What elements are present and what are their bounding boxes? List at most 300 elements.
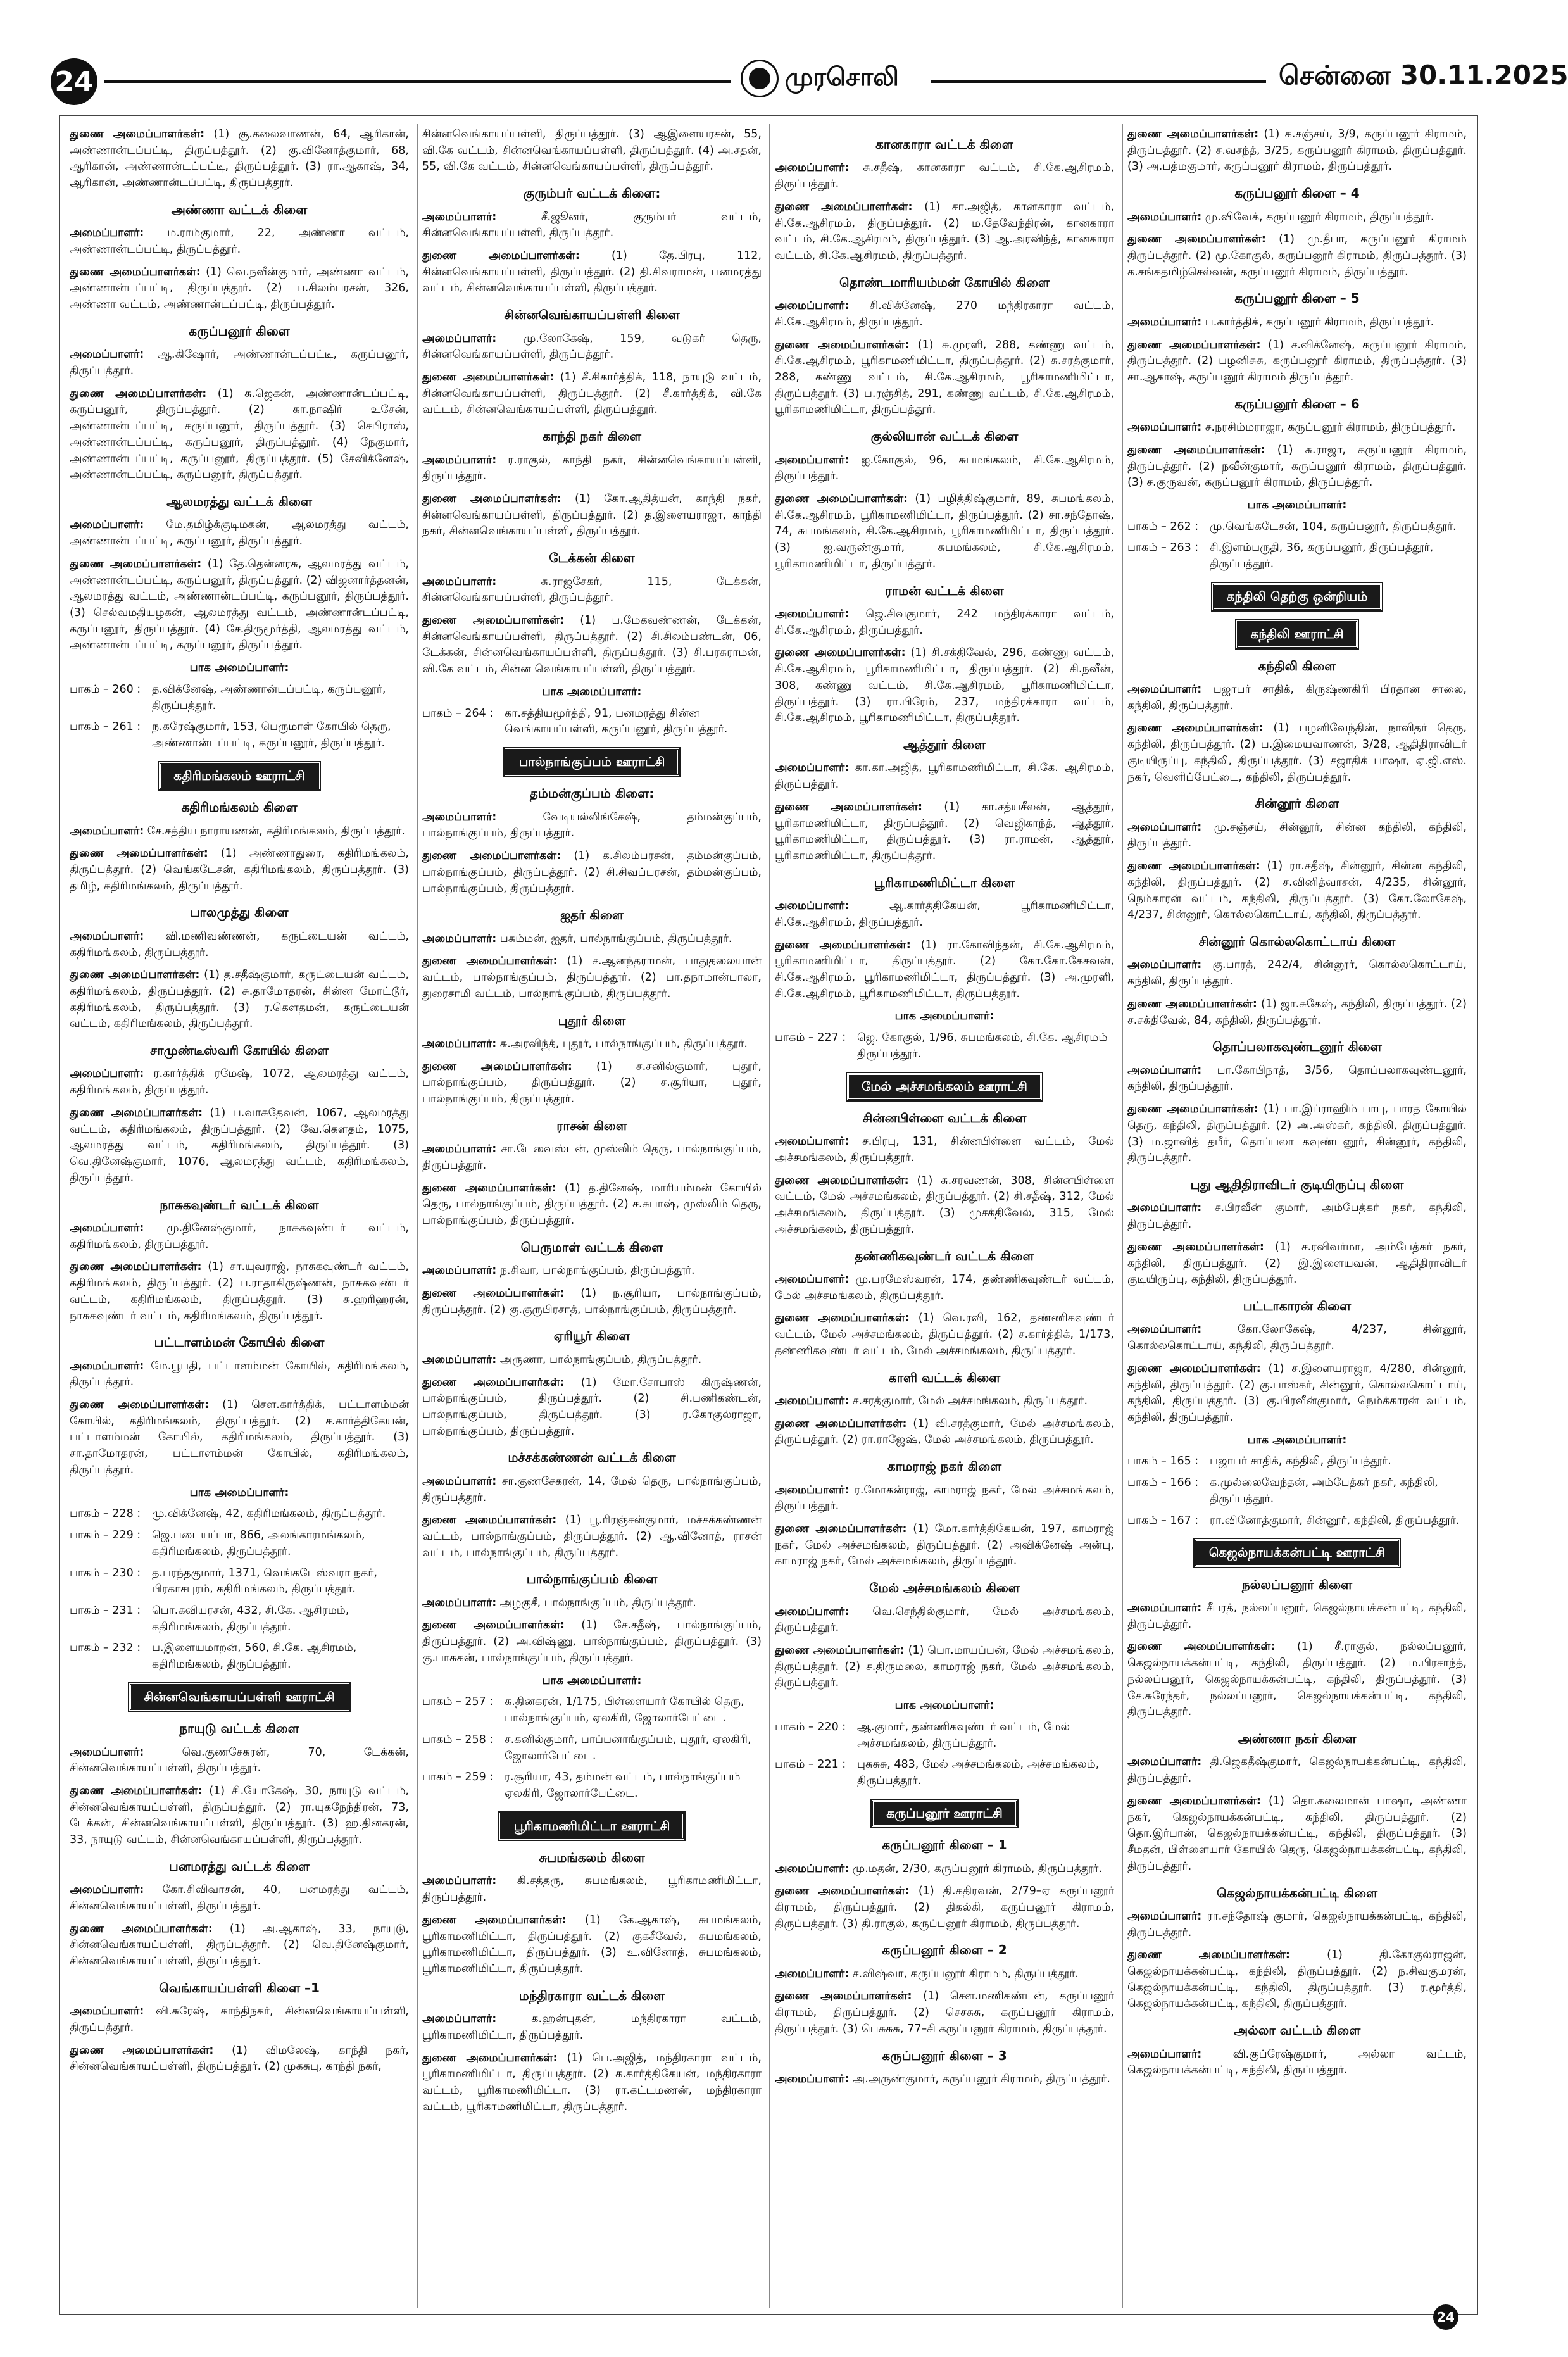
role-label: துணை அமைப்பாளர்கள்:	[1127, 1240, 1264, 1254]
column-2	[422, 127, 762, 2304]
organiser-entry	[422, 248, 762, 297]
role-label: துணை அமைப்பாளர்கள்:	[1127, 860, 1260, 873]
organiser-details: (1) அண்ணாதுரை, கதிரிமங்கலம், திருப்பத்தூர். (2) வெங்கடேசன், கதிரிமங்கலம், திருப்பத்தூர். (3) தமிழ், கதிரிமங்கலம், திருப்பத்தூர்.	[70, 847, 409, 893]
organiser-entry	[70, 929, 409, 961]
organiser-entry	[775, 938, 1114, 1003]
organiser-entry	[775, 337, 1114, 419]
organiser-details: வி.மணிவண்ணன், கருட்டையன் வட்டம், கதிரிமங்கலம், திருப்பத்தூர்.	[70, 929, 409, 959]
organiser-details: அழகுசீ, பால்நாங்குப்பம், திருப்பத்தூர்.	[496, 1596, 696, 1609]
role-label: துணை அமைப்பாளர்கள்:	[70, 128, 205, 141]
organiser-details: மு.பரமேஸ்வரன், 174, தண்ணிகவுண்டர் வட்டம், மேல் அச்சமங்கலம், திருப்பத்தூர்.	[775, 1273, 1114, 1302]
organiser-details: (1) ந.சூரியா, பால்நாங்குப்பம், திருப்பத்தூர். (2) கு.குருபிரசாத், பால்நாங்குப்பம், திருப்பத்தூர்.	[422, 1286, 762, 1316]
organiser-details: வி.குப்ரேஷ்குமார், அல்லா வட்டம், கெஜல்நாயக்கன்பட்டி, கந்திலி, திருப்பத்தூர்.	[1127, 2047, 1467, 2077]
organiser-entry	[1127, 682, 1467, 714]
branch-heading: ராசன் கிளை	[556, 1117, 627, 1133]
organiser-entry	[1127, 210, 1467, 226]
role-label: அமைப்பாளர்:	[70, 824, 144, 838]
organiser-entry	[422, 810, 762, 842]
branch-heading: சின்னவெங்காயப்பள்ளி கிளை	[504, 307, 680, 323]
role-label: துணை அமைப்பாளர்கள்:	[422, 1913, 567, 1926]
role-label: அமைப்பாளர்:	[775, 607, 850, 620]
organiser-details: (1) சு.ஜெகன், அண்ணான்டப்பட்டி, கருப்பனூர், திருப்பத்தூர். (2) கா.நாஷிர் உசேன், அண்ணான்டப்பட்டி, கருப்பனூர், திருப்பத்தூர். (3) செபிராஸ், அண்ணான்டப்பட்டி, கருப்பனூர், திருப்பத்தூர். (4) நேகுமார், அண்ணான்டப்பட்டி, கருப்பனூர், திருப்பத்தூர். (5) சேவிக்னேஷ், அண்ணான்டப்பட்டி, கருப்பனூர், திருப்பத்தூர்.	[70, 387, 409, 482]
masthead-rule-right	[931, 80, 1266, 83]
organiser-details: ஆ.கிஷோர், அண்ணான்டப்பட்டி, கருப்பனூர், திருப்பத்தூர்.	[70, 348, 409, 377]
branch-heading: கருப்பனூர் கிளை – 1	[882, 1837, 1007, 1853]
branch-heading: அல்லா வட்டம் கிளை	[1233, 2023, 1361, 2039]
organiser-details: சா.குணசேகரன், 14, மேல் தெரு, பால்நாங்குப்பம், திருப்பத்தூர்.	[422, 1474, 762, 1504]
panchayat-banner: கந்திலி ஊராட்சி	[1236, 620, 1358, 648]
organiser-details: ஐ.கோகுல், 96, சுபமங்கலம், சி.கே.ஆசிரமம், திருப்பத்தூர்.	[775, 453, 1114, 483]
organiser-entry	[70, 1921, 409, 1970]
organiser-details: (1) கே.ஆகாஷ், சுபமங்கலம், பூரிகாமணிமிட்டா, திருப்பத்தூர். (2) குகசீவேல், சுபமங்கலம், பூரிகாமணிமிட்டா, திருப்பத்தூர். (3) உ.வினோத், சுபமங்கலம், பூரிகாமணிமிட்டா, திருப்பத்தூர்.	[422, 1913, 762, 1976]
booth-number: பாகம் – 165 :	[1127, 1455, 1199, 1468]
organiser-entry	[1127, 1754, 1467, 1787]
role-label: அமைப்பாளர்:	[422, 1353, 497, 1366]
organiser-details: பசும்மன், ஐதர், பால்நாங்குப்பம், திருப்பத்தூர்.	[496, 932, 732, 945]
organiser-details: (1) சு.ராஜா, கருப்பனூர் கிராமம், திருப்பத்தூர். (2) நவீன்குமார், கருப்பனூர் கிராமம், திருப்பத்தூர். (3) ச.குருவன், கருப்பனூர் கிராமம், திருப்பத்தூர்.	[1127, 443, 1467, 489]
role-label: அமைப்பாளர்:	[422, 210, 497, 223]
organiser-details: (1) வி.சரத்குமார், மேல் அச்சமங்கலம், திருப்பத்தூர். (2) ரா.ராஜேஷ், மேல் அச்சமங்கலம், திருப்பத்தூர்.	[775, 1417, 1114, 1447]
organiser-details: (1) பெ.அஜித், மந்திரகாரா வட்டம், பூரிகாமணிமிட்டா, திருப்பத்தூர். (2) க.கார்த்திகேயன், மந்திரகாரா வட்டம், பூரிகாமணிமிட்டா. (3) ரா.கட்டமணன், மந்திரகாரா வட்டம், பூரிகாமணிமிட்டா, திருப்பத்தூர்.	[422, 2051, 762, 2113]
organiser-entry	[1127, 127, 1467, 175]
booth-organiser-details: கா.சத்தியமூர்த்தி, 91, பனமரத்து சின்ன வெங்காயப்பள்ளி, கருப்பனூர், திருப்பத்தூர்.	[505, 707, 728, 736]
booth-number: பாகம் – 262 :	[1127, 520, 1199, 533]
booth-number: பாகம் – 166 :	[1127, 1476, 1199, 1490]
page-number-badge: 24	[51, 58, 97, 105]
branch-heading: மந்திரகாரா வட்டக் கிளை	[518, 1987, 665, 2003]
role-label: துணை அமைப்பாளர்கள்:	[422, 1619, 565, 1632]
role-label: துணை அமைப்பாளர்கள்:	[775, 1522, 907, 1535]
organiser-entry	[1127, 1200, 1467, 1233]
booth-organiser-details: புசுசுசு, 483, மேல் அச்சமங்கலம், அச்சமங்கலம், திருப்பத்தூர்.	[857, 1758, 1100, 1787]
role-label: துணை அமைப்பாளர்கள்:	[422, 1286, 565, 1300]
organiser-details: ச.விஷ்வா, கருப்பனூர் கிராமம், திருப்பத்தூர்.	[849, 1967, 1079, 1980]
role-label: அமைப்பாளர்:	[775, 1967, 850, 1980]
organiser-entry	[70, 517, 409, 550]
organiser-entry	[1127, 957, 1467, 990]
column-divider	[417, 124, 418, 2308]
organiser-details: (1) சி.யோகேஷ், 30, நாயுடு வட்டம், சின்னவெங்காயப்பள்ளி, திருப்பத்தூர். (2) ரா.யுகநேந்திரன், 73, டேக்கன், சின்னவெங்காயப்பள்ளி, திருப்பத்தூர். (3) ஹ.தினகரன், 33, நாயுடு வட்டம், சின்னவெங்காயப்பள்ளி, திருப்பத்தூர்.	[70, 1785, 409, 1847]
organiser-entry	[775, 1883, 1114, 1932]
booth-entry	[1127, 540, 1467, 572]
booth-organiser-details: ப.இளையமாறன், 560, சி.கே. ஆசிரமம், கதிரிமங்கலம், திருப்பத்தூர்.	[152, 1642, 357, 1671]
organiser-entry	[775, 1393, 1114, 1410]
branch-heading: நாயுடு வட்டக் கிளை	[179, 1721, 299, 1737]
role-label: துணை அமைப்பாளர்கள்:	[1127, 1362, 1261, 1375]
role-label: துணை அமைப்பாளர்கள்:	[775, 1990, 912, 2003]
booth-number: பாகம் – 257 :	[422, 1695, 494, 1709]
organiser-entry	[775, 1966, 1114, 1983]
organiser-details: (1) தே.தென்னரசு, ஆலமரத்து வட்டம், அண்ணான்டப்பட்டி, கருப்பனூர், திருப்பத்தூர். (2) விஜனார்த்தனன், ஆலமரத்து வட்டம், அண்ணான்டப்பட்டி, கருப்பனூர், திருப்பத்தூர். (3) செல்வமதியழகன், ஆலமரத்து வட்டம், அண்ணான்டப்பட்டி, கருப்பனூர், திருப்பத்தூர். (4) சே.திருமூர்த்தி, ஆலமரத்து வட்டம், அண்ணான்டப்பட்டி, கருப்பனூர், திருப்பத்தூர்.	[70, 557, 410, 652]
panchayat-banner: கருப்பனூர் ஊராட்சி	[872, 1800, 1017, 1827]
booth-organiser-heading: பாக அமைப்பாளர்:	[894, 1699, 994, 1713]
organiser-details: மே.தமிழ்க்குடிமகன், ஆலமரத்து வட்டம், அண்ணான்டப்பட்டி, கருப்பனூர், திருப்பத்தூர்.	[70, 519, 409, 548]
branch-heading: தொப்பலாகவுண்டனூர் கிளை	[1212, 1039, 1382, 1055]
branch-heading: காந்தி நகர் கிளை	[543, 429, 641, 444]
booth-entry	[1127, 1513, 1467, 1530]
organiser-details: ச.பிரபு, 131, சின்னபிள்ளை வட்டம், மேல் அச்சமங்கலம், திருப்பத்தூர்.	[775, 1135, 1114, 1165]
role-label: அமைப்பாளர்:	[1127, 2047, 1202, 2061]
role-label: துணை அமைப்பாளர்கள்:	[422, 955, 558, 968]
organiser-entry	[70, 1259, 409, 1324]
organiser-entry	[1127, 1361, 1467, 1426]
organiser-details: (1) சி.சக்திவேல், 296, கண்ணு வட்டம், சி.கே.ஆசிரமம், பூரிகாமணிமிட்டா, திருப்பத்தூர். (2) கி.நவீன், 308, கண்ணு வட்டம், சி.கே.ஆசிரமம், பூரிகாமணிமிட்டா, திருப்பத்தூர். (3) ரா.பிரேம், 237, மந்திரக்காரா வட்டம், சி.கே.ஆசிரமம், பூரிகாமணிமிட்டா, திருப்பத்தூர்.	[775, 646, 1115, 725]
branch-heading: ஆத்தூர் கிளை	[903, 736, 986, 752]
organiser-entry	[422, 1512, 762, 1561]
organiser-entry	[422, 931, 762, 948]
booth-organiser-details: க.தினகரன், 1/175, பிள்ளையார் கோயில் தெரு, பால்நாங்குப்பம், ஏலகிரி, ஜோலார்பேட்டை.	[505, 1695, 744, 1725]
role-label: துணை அமைப்பாளர்கள்:	[775, 200, 913, 213]
role-label: அமைப்பாளர்:	[775, 900, 850, 913]
organiser-details: (1) சு.சரவணன், 308, சின்னபிள்ளை வட்டம், மேல் அச்சமங்கலம், திருப்பத்தூர். (2) சி.சதீஷ், 312, மேல் அச்சமங்கலம், திருப்பத்தூர். (3) முசக்திவேல், 315, மேல் அச்சமங்கலம், திருப்பத்தூர்.	[775, 1174, 1115, 1236]
organiser-entry	[422, 331, 762, 363]
organiser-entry	[775, 1643, 1114, 1692]
branch-heading: பட்டாகாரன் கிளை	[1243, 1298, 1352, 1314]
role-label: அமைப்பாளர்:	[422, 2013, 497, 2026]
organiser-entry	[422, 453, 762, 485]
organiser-entry	[422, 1595, 762, 1612]
branch-heading: குரும்பர் வட்டக் கிளை:	[523, 185, 661, 201]
booth-organiser-heading: பாக அமைப்பாளர்:	[189, 1486, 289, 1499]
organiser-details: வி.சுரேஷ், காந்திநகர், சின்னவெங்காயப்பள்ளி, திருப்பத்தூர்.	[70, 2005, 409, 2035]
rising-sun-logo-icon	[741, 60, 779, 97]
organiser-entry	[1127, 1322, 1467, 1354]
booth-organiser-details: ஜெ.படையப்பா, 866, அலங்காரமங்கலம், கதிரிமங்கலம், திருப்பத்தூர்.	[152, 1529, 365, 1558]
role-label: துணை அமைப்பாளர்கள்:	[1127, 443, 1265, 456]
role-label: துணை அமைப்பாளர்கள்:	[775, 1644, 905, 1657]
organiser-details: ரா.சந்தோஷ் குமார், கெஜல்நாயக்கன்பட்டி, கந்திலி, திருப்பத்தூர்.	[1127, 1909, 1467, 1939]
booth-entry	[775, 1757, 1114, 1789]
branch-heading: கந்திலி கிளை	[1258, 658, 1336, 674]
organiser-entry	[775, 1521, 1114, 1570]
role-label: துணை அமைப்பாளர்கள்:	[775, 1417, 907, 1430]
branch-heading: சின்னூர் கொல்லகொட்டாய் கிளை	[1198, 934, 1396, 950]
organiser-entry	[775, 607, 1114, 639]
panchayat-banner: மேல் அச்சமங்கலம் ஊராட்சி	[847, 1073, 1042, 1100]
branch-heading: கருப்பனூர் கிளை – 5	[1234, 291, 1360, 306]
organiser-entry	[1127, 315, 1467, 331]
organiser-details: ம.ராம்குமார், 22, அண்ணா வட்டம், அண்ணான்டப்பட்டி, திருப்பத்தூர்.	[70, 227, 409, 256]
organiser-details: தி.ஜெகதீஷ்குமார், கெஜல்நாயக்கன்பட்டி, கந்திலி, திருப்பத்தூர்.	[1127, 1756, 1467, 1785]
role-label: துணை அமைப்பாளர்கள்:	[775, 1312, 910, 1325]
branch-heading: தண்ணிகவுண்டர் வட்டக் கிளை	[855, 1248, 1034, 1264]
role-label: அமைப்பாளர்:	[775, 453, 850, 467]
role-label: அமைப்பாளர்:	[422, 575, 497, 588]
role-label: அமைப்பாளர்:	[1127, 1064, 1202, 1077]
role-label: அமைப்பாளர்:	[70, 227, 144, 240]
organiser-entry	[422, 1352, 762, 1369]
role-label: அமைப்பாளர்:	[70, 1221, 144, 1235]
organiser-details: (1) ஜா.சுகேஷ், கந்திலி, திருப்பத்தூர். (2) ச.சக்திவேல், 84, கந்திலி, திருப்பத்தூர்.	[1127, 997, 1467, 1027]
organiser-details: மு.விவேக், கருப்பனூர் கிராமம், திருப்பத்தூர்.	[1201, 210, 1434, 223]
organiser-details: (1) க.சஞ்சய், 3/9, கருப்பனூர் கிராமம், திருப்பத்தூர். (2) ச.வசந்த், 3/25, கருப்பனூர் கிராமம், திருப்பத்தூர். (3) அ.பத்மகுமார், கருப்பனூர் கிராமம், திருப்பத்தூர்.	[1127, 128, 1467, 173]
organiser-details: கா.கா.அஜித், பூரிகாமணிமிட்டா, சி.கே. ஆசிரமம், திருப்பத்தூர்.	[775, 762, 1114, 791]
role-label: அமைப்பாளர்:	[422, 453, 497, 467]
organiser-details: கி.சத்தரு, சுபமங்கலம், பூரிகாமணிமிட்டா, திருப்பத்தூர்.	[422, 1875, 762, 1904]
booth-organiser-heading: பாக அமைப்பாளர்:	[894, 1010, 994, 1023]
role-label: துணை அமைப்பாளர்கள்:	[70, 1106, 203, 1119]
role-label: துணை அமைப்பாளர்கள்:	[70, 1260, 202, 1274]
booth-organiser-details: ந.கரேஷ்குமார், 153, பெருமாள் கோயில் தெரு, அண்ணான்டப்பட்டி, கருப்பனூர், திருப்பத்தூர்.	[152, 720, 391, 750]
branch-heading: பெருமாள் வட்டக் கிளை	[520, 1239, 663, 1255]
booth-number: பாகம் – 263 :	[1127, 541, 1199, 555]
column-divider	[1122, 124, 1123, 2308]
organiser-details: (1) சீ.ராகுல், நல்லப்பனூர், கெஜல்நாயக்கன்பட்டி, கந்திலி, திருப்பத்தூர். (2) ம.பிரசாந்த், நல்லப்பனூர், கெஜல்நாயக்கன்பட்டி, கந்திலி, திருப்பத்தூர். (3) சே.சுரேந்தர், நல்லப்பனூர், கெஜல்நாயக்கன்பட்டி, கந்திலி, திருப்பத்தூர்.	[1127, 1640, 1467, 1719]
role-label: அமைப்பாளர்:	[70, 1745, 144, 1759]
organiser-details: சி.விக்னேஷ், 270 மந்திரகாரா வட்டம், சி.கே.ஆசிரமம், திருப்பத்தூர்.	[775, 299, 1114, 329]
branch-heading: பட்டாளம்மன் கோயில் கிளை	[154, 1335, 325, 1350]
role-label: அமைப்பாளர்:	[70, 2005, 144, 2018]
organiser-entry	[1127, 720, 1467, 786]
brand	[741, 60, 899, 97]
organiser-details: மே.பூபதி, பட்டாளம்மன் கோயில், கதிரிமங்கலம், திருப்பத்தூர்.	[70, 1359, 409, 1389]
branch-heading: சின்னபிள்ளை வட்டக் கிளை	[862, 1110, 1027, 1126]
organiser-entry	[1127, 1102, 1467, 1167]
booth-entry	[1127, 1475, 1467, 1507]
booth-number: பாகம் – 231 :	[70, 1604, 141, 1617]
organiser-details: சீ.ஜூனர், குரும்பர் வட்டம், சின்னவெங்காயப்பள்ளி, திருப்பத்தூர்.	[422, 210, 762, 240]
booth-organiser-details: ஆ.குமார், தண்ணிகவுண்டர் வட்டம், மேல் அச்சமங்கலம், திருப்பத்தூர்.	[857, 1720, 1070, 1750]
role-label: துணை அமைப்பாளர்கள்:	[775, 938, 911, 952]
organiser-details: (1) சே.சதீஷ், பால்நாங்குப்பம், திருப்பத்தூர். (2) அ.விஷ்ணு, பால்நாங்குப்பம், திருப்பத்தூர். (3) கு.பாசுகன், பால்நாங்குப்பம், திருப்பத்தூர்.	[422, 1619, 762, 1664]
organiser-details: (1) ரா.சதீஷ், சின்னூர், சின்ன கந்திலி, கந்திலி, திருப்பத்தூர். (2) ச.வினித்வாசன், 4/235, சின்னூர், நெம்காரன் வட்டம், கந்திலி, திருப்பத்தூர். (3) கோ.லோகேஷ், 4/237, சின்னூர், கொல்லகொட்டாய், கந்திலி, திருப்பத்தூர்.	[1127, 860, 1467, 922]
booth-number: பாகம் – 261 :	[70, 720, 141, 734]
role-label: அமைப்பாளர்:	[70, 1067, 144, 1081]
role-label: துணை அமைப்பாளர்கள்:	[775, 800, 922, 814]
organiser-entry	[422, 210, 762, 242]
organiser-entry	[70, 347, 409, 379]
role-label: அமைப்பாளர்:	[1127, 820, 1202, 834]
booth-number: பாகம் – 264 :	[422, 707, 494, 720]
organiser-entry	[775, 453, 1114, 485]
branch-heading: டேக்கன் கிளை	[549, 550, 635, 566]
branch-heading: வெங்காயப்பள்ளி கிளை –1	[159, 1980, 320, 1996]
organiser-details: வெ.குணசேகரன், 70, டேக்கன், சின்னவெங்காயப்பள்ளி, திருப்பத்தூர்.	[70, 1745, 409, 1775]
role-label: துணை அமைப்பாளர்கள்:	[1127, 1640, 1276, 1654]
branch-heading: நாசுகவுண்டர் வட்டக் கிளை	[160, 1197, 319, 1212]
booth-organiser-heading: பாக அமைப்பாளர்:	[542, 685, 642, 698]
masthead-rule-left	[104, 80, 731, 83]
role-label: அமைப்பாளர்:	[1127, 210, 1202, 223]
booth-organiser-heading: பாக அமைப்பாளர்:	[542, 1674, 642, 1687]
organiser-entry	[775, 1310, 1114, 1359]
organiser-details: ஆ.கார்த்திகேயன், பூரிகாமணிமிட்டா, சி.கே.ஆசிரமம், திருப்பத்தூர்.	[775, 900, 1114, 929]
branch-heading: மச்சக்கண்ணன் வட்டக் கிளை	[508, 1450, 676, 1466]
organiser-entry	[422, 1375, 762, 1440]
organiser-details: அருணா, பால்நாங்குப்பம், திருப்பத்தூர்.	[496, 1353, 702, 1366]
organiser-details: (1) மு.தீபா, கருப்பனூர் கிராமம் திருப்பத்தூர். (2) மூ.கோகுல், கருப்பனூர் கிராமம், திருப்பத்தூர். (3) க.சங்கதமிழ்செல்வன், கருப்பனூர் கிராமம், திருப்பத்தூர்.	[1127, 233, 1467, 279]
role-label: அமைப்பாளர்:	[775, 762, 850, 775]
branch-heading: கருப்பனூர் கிளை – 2	[882, 1942, 1007, 1958]
branch-heading: ஐதர் கிளை	[560, 907, 624, 923]
role-label: துணை அமைப்பாளர்கள்:	[1127, 338, 1261, 351]
booth-number: பாகம் – 259 :	[422, 1771, 494, 1784]
booth-entry	[70, 1566, 409, 1598]
organiser-details: (1) பழனிவேந்தின், நாவிதர் தெரு, கந்திலி, திருப்பத்தூர். (2) ப.இமையவாணன், 3/28, ஆதிதிராவிடர் குடியிருப்பு, கந்திலி, திருப்பத்தூர். (3) சஜாதிக் பாஷா, ஏ.ஜி.எஸ். நகர், வெளிப்பேட்டை, கந்திலி, திருப்பத்தூர்.	[1127, 722, 1467, 784]
organiser-details: சா.டேவைஸ்டன், முஸ்லிம் தெரு, பால்நாங்குப்பம், திருப்பத்தூர்.	[422, 1143, 762, 1172]
organiser-details: க.ஹன்புதன், மந்திரகாரா வட்டம், பூரிகாமணிமிட்டா, திருப்பத்தூர்.	[422, 2013, 762, 2042]
booth-number: பாகம் – 230 :	[70, 1566, 141, 1580]
booth-organiser-details: ச.கனில்குமார், பாப்பனாங்குப்பம், புதூர், ஏலகிரி, ஜோலார்பேட்டை.	[505, 1733, 751, 1763]
organiser-details: கு.பாரத், 242/4, சின்னூர், கொல்லகொட்டாய், கந்திலி, திருப்பத்தூர்.	[1127, 959, 1467, 988]
role-label: அமைப்பாளர்:	[1127, 421, 1202, 434]
organiser-details: அ.அருண்குமார், கருப்பனூர் கிராமம், திருப்பத்தூர்.	[849, 2073, 1110, 2086]
organiser-entry	[70, 2043, 409, 2075]
organiser-details: ப.கார்த்திக், கருப்பனூர் கிராமம், திருப்பத்தூர்.	[1201, 315, 1434, 329]
branch-heading: பாலமுத்து கிளை	[190, 905, 289, 921]
organiser-entry	[775, 800, 1114, 865]
organiser-details: ஜெ.சிவகுமார், 242 மந்திரக்காரா வட்டம், சி.கே.ஆசிரமம், திருப்பத்தூர்.	[775, 607, 1114, 637]
role-label: அமைப்பாளர்:	[70, 348, 144, 361]
branch-heading: அண்ணா வட்டக் கிளை	[171, 201, 308, 217]
organiser-entry	[1127, 1240, 1467, 1288]
organiser-entry	[1127, 420, 1467, 436]
role-label: அமைப்பாளர்:	[1127, 1202, 1202, 1215]
role-label: துணை அமைப்பாளர்கள்:	[422, 613, 565, 627]
footer-page-number: 24	[1433, 2304, 1458, 2330]
booth-entry	[775, 1719, 1114, 1752]
booth-organiser-details: த.பரந்தகுமார், 1371, வெங்கடேஸ்வரா நகர், பிரகாசபுரம், கதிரிமங்கலம், திருப்பத்தூர்.	[152, 1566, 377, 1596]
branch-heading: கருப்பனூர் கிளை – 6	[1234, 396, 1360, 412]
booth-entry	[422, 1769, 762, 1802]
organiser-details: ச.சரத்குமார், மேல் அச்சமங்கலம், திருப்பத்தூர்.	[849, 1395, 1088, 1407]
role-label: துணை அமைப்பாளர்கள்:	[1127, 1103, 1258, 1116]
organiser-details: கோ.சிவிவாசன், 40, பனமரத்து வட்டம், சின்னவெங்காயப்பள்ளி, திருப்பத்தூர்.	[70, 1883, 409, 1913]
role-label: துணை அமைப்பாளர்கள்:	[422, 249, 580, 262]
organiser-details: ர.கார்த்திக் ரமேஷ், 1072, ஆலமரத்து வட்டம், கதிரிமங்கலம், திருப்பத்தூர்.	[70, 1067, 409, 1097]
organiser-details: (1) ச.இளையராஜா, 4/280, சின்னூர், கந்திலி, திருப்பத்தூர். (2) கு.பாஸ்கர், சின்னூர், கொல்லகொட்டாய், கந்திலி, திருப்பத்தூர். (3) கு.பிரவீன்குமார், நெம்க்காரன் வட்டம், கந்திலி, திருப்பத்தூர்.	[1127, 1362, 1467, 1424]
booth-entry	[422, 1694, 762, 1726]
organiser-details: மு.சஞ்சய், சின்னூர், சின்ன கந்திலி, கந்திலி, திருப்பத்தூர்.	[1127, 820, 1467, 850]
panchayat-banner: சின்னவெங்காயப்பள்ளி ஊராட்சி	[129, 1683, 349, 1711]
booth-number: பாகம் – 232 :	[70, 1642, 141, 1655]
branch-heading: சுபமங்கலம் கிளை	[539, 1850, 645, 1866]
organiser-details: (1) பூ.ரிரஞ்சன்குமார், மச்சக்கண்ணன் வட்டம், பால்நாங்குப்பம், திருப்பத்தூர். (2) ஆ.வினோத், ராசன் வட்டம், பால்நாங்குப்பம், திருப்பத்தூர்.	[422, 1514, 762, 1559]
branch-heading: கானகாரா வட்டக் கிளை	[875, 137, 1013, 152]
organiser-entry	[775, 1416, 1114, 1449]
organiser-entry	[70, 1105, 409, 1187]
organiser-entry	[422, 613, 762, 678]
organiser-details: (1) கா.சத்யசீலன், ஆத்தூர், பூரிகாமணிமிட்டா, திருப்பத்தூர். (2) வெஜிகாந்த், ஆத்தூர், பூரிகாமணிமிட்டா, திருப்பத்தூர். (3) ரா.ராமன், ஆத்தூர், பூரிகாமணிமிட்டா, திருப்பத்தூர்.	[775, 800, 1114, 862]
booth-organiser-details: மு.வெங்கடேசன், 104, கருப்பனூர், திருப்பத்தூர்.	[1210, 520, 1457, 533]
organiser-entry	[1127, 1794, 1467, 1875]
organiser-details: (1) சூ.கலைவாணன், 64, ஆரிகான், அண்ணான்டப்பட்டி, திருப்பத்தூர். (2) கு.வினோத்குமார், 68, ஆரிகான், அண்ணான்டப்பட்டி, திருப்பத்தூர். (3) ரா.ஆகாஷ், 34, ஆரிகான், அண்ணான்டப்பட்டி, திருப்பத்தூர்.	[70, 128, 409, 190]
organiser-details: மு.லோகேஷ், 159, வடுகர் தெரு, சின்னவெங்காயப்பள்ளி, திருப்பத்தூர்.	[422, 332, 762, 361]
role-label: அமைப்பாளர்:	[775, 1395, 850, 1407]
role-label: துணை அமைப்பாளர்கள்:	[775, 338, 910, 351]
organiser-details: (1) தி.கதிரவன், 2/79–ஏ கருப்பனூர் கிராமம், திருப்பத்தூர். (2) திகல்கி, கருப்பனூர் கிராமம், திருப்பத்தூர். (3) தி.ராகுல், கருப்பனூர் கிராமம், திருப்பத்தூர்.	[775, 1885, 1114, 1930]
organiser-entry	[70, 824, 409, 840]
organiser-entry	[70, 846, 409, 895]
role-label: துணை அமைப்பாளர்கள்:	[422, 1376, 565, 1389]
role-label: துணை அமைப்பாளர்கள்:	[70, 1398, 209, 1412]
panchayat-banner: பால்நாங்குப்பம் ஊராட்சி	[505, 748, 680, 776]
organiser-entry	[70, 265, 409, 313]
role-label: அமைப்பாளர்:	[422, 1143, 497, 1156]
organiser-details: (1) பழித்திஷ்குமார், 89, சுபமங்கலம், சி.கே.ஆசிரமம், பூரிகாமணிமிட்டா, திருப்பத்தூர். (2) சா.சந்தோஷ், 74, சுபமங்கலம், சி.கே.ஆசிரமம், பூரிகாமணிமிட்டா, திருப்பத்தூர். (3) ஐ.வருண்குமார், சுபமங்கலம், சி.கே.ஆசிரமம், பூரிகாமணிமிட்டா, திருப்பத்தூர்.	[775, 492, 1114, 570]
organiser-entry	[70, 1783, 409, 1849]
branch-heading: பனமரத்து வட்டக் கிளை	[168, 1858, 310, 1874]
role-label: துணை அமைப்பாளர்கள்:	[1127, 1794, 1261, 1807]
organiser-details: சு.சதீஷ், கானகாரா வட்டம், சி.கே.ஆசிரமம், திருப்பத்தூர்.	[775, 161, 1114, 191]
role-label: துணை அமைப்பாளர்கள்:	[70, 557, 202, 570]
organiser-details: (1) மோ.கார்த்திகேயன், 197, காமராஜ் நகர், மேல் அச்சமங்கலம், திருப்பத்தூர். (2) அவிக்னேஷ் அன்பு, காமராஜ் நகர், மேல் அச்சமங்கலம், திருப்பத்தூர்.	[775, 1522, 1114, 1568]
organiser-details: கோ.லோகேஷ், 4/237, சின்னூர், கொல்லகொட்டாய், கந்திலி, திருப்பத்தூர்.	[1127, 1323, 1467, 1353]
booth-organiser-details: பொ.கவியரசன், 432, சி.கே. ஆசிரமம், கதிரிமங்கலம், திருப்பத்தூர்.	[152, 1604, 349, 1633]
booth-entry	[70, 1603, 409, 1635]
role-label: அமைப்பாளர்:	[775, 161, 850, 175]
organiser-entry	[1127, 820, 1467, 852]
organiser-entry	[775, 491, 1114, 573]
organiser-entry	[775, 298, 1114, 330]
branch-heading: புது ஆதிதிராவிடர் குடியிருப்பு கிளை	[1190, 1176, 1404, 1192]
organiser-details: சின்னவெங்காயப்பள்ளி, திருப்பத்தூர். (3) ஆஇளையரசன், 55, வி.கே வட்டம், சின்னவெங்காயப்பள்ளி, திருப்பத்தூர். (4) அ.சதன், 55, வி.கே வட்டம், சின்னவெங்காயப்பள்ளி, திருப்பத்தூர்.	[422, 128, 762, 173]
organiser-details: (1) த.தினேஷ், மாரியம்மன் கோயில் தெரு, பால்நாங்குப்பம், திருப்பத்தூர். (2) ச.சுபாஷ், முஸ்லிம் தெரு, பால்நாங்குப்பம், திருப்பத்தூர்.	[422, 1181, 762, 1228]
organiser-details: (1) ச.விக்னேஷ், கருப்பனூர் கிராமம், திருப்பத்தூர். (2) பழனிசுசு, கருப்பனூர் கிராமம், திருப்பத்தூர். (3) சா.ஆகாஷ், கருப்பனூர் கிராமம் திருப்பத்தூர்.	[1127, 338, 1467, 384]
organiser-entry	[775, 1861, 1114, 1878]
branch-heading: தொண்டமாரியம்மன் கோயில் கிளை	[839, 274, 1050, 290]
booth-entry	[1127, 1454, 1467, 1470]
role-label: துணை அமைப்பாளர்கள்:	[422, 1181, 556, 1195]
booth-organiser-details: ர.சூரியா, 43, தம்மன் வட்டம், பால்நாங்குப்பம் ஏலகிரி, ஜோலார்பேட்டை.	[505, 1771, 741, 1800]
organiser-entry	[422, 1141, 762, 1174]
organiser-details: சீபரத், நல்லப்பனூர், கெஜல்நாயக்கன்பட்டி, கந்திலி, திருப்பத்தூர்.	[1127, 1602, 1467, 1631]
panchayat-banner: கதிரிமங்கலம் ஊராட்சி	[159, 762, 319, 789]
branch-heading: குல்லியான் வட்டக் கிளை	[870, 429, 1019, 444]
organiser-entry	[775, 645, 1114, 727]
branch-heading: கதிரிமங்கலம் கிளை	[181, 800, 298, 815]
role-label: துணை அமைப்பாளர்கள்:	[1127, 1949, 1290, 1962]
booth-number: பாகம் – 258 :	[422, 1733, 494, 1746]
role-label: அமைப்பாளர்:	[775, 1273, 850, 1286]
branch-heading: ஆலமரத்து வட்டக் கிளை	[166, 494, 312, 509]
role-label: அமைப்பாளர்:	[1127, 1323, 1202, 1336]
organiser-details: பா.கோபிநாத், 3/56, தொப்பலாகவுண்டனூர், கந்திலி, திருப்பத்தூர்.	[1127, 1064, 1467, 1093]
role-label: துணை அமைப்பாளர்கள்:	[70, 847, 208, 860]
role-label: அமைப்பாளர்:	[775, 1483, 850, 1497]
organiser-details: மு.மதன், 2/30, கருப்பனூர் கிராமம், திருப்பத்தூர்.	[849, 1862, 1103, 1875]
organiser-details: சு.அரவிந்த், புதூர், பால்நாங்குப்பம், திருப்பத்தூர்.	[496, 1038, 748, 1050]
column-4	[1127, 127, 1467, 2304]
organiser-entry	[70, 1221, 409, 1253]
organiser-details: (1) ச.ரவிவர்மா, அம்பேத்கர் நகர், கந்திலி, திருப்பத்தூர். (2) இ.இளையவன், ஆதிதிராவிடர் குடியிருப்பு, கந்திலி, திருப்பத்தூர்.	[1127, 1240, 1467, 1286]
organiser-details: ச.பிரவீன் குமார், அம்பேத்கர் நகர், கந்திலி, திருப்பத்தூர்.	[1127, 1202, 1467, 1231]
role-label: அமைப்பாளர்:	[70, 929, 144, 943]
booth-organiser-details: மு.விக்னேஷ், 42, கதிரிமங்கலம், திருப்பத்தூர்.	[152, 1507, 386, 1521]
role-label: அமைப்பாளர்:	[422, 1875, 497, 1888]
organiser-entry	[775, 2071, 1114, 2088]
role-label: துணை அமைப்பாளர்கள்:	[775, 646, 906, 660]
organiser-entry	[70, 2004, 409, 2036]
organiser-details: (1) வெ.ரவி, 162, தண்ணிகவுண்டர் வட்டம், மேல் அச்சமங்கலம், திருப்பத்தூர். (2) ச.கார்த்திக், 1/173, தண்ணிகவுண்டர் வட்டம், மேல் அச்சமங்கலம், திருப்பத்தூர்.	[775, 1312, 1114, 1357]
role-label: துணை அமைப்பாளர்கள்:	[1127, 722, 1264, 735]
branch-heading: தம்மன்குப்பம் கிளை:	[529, 786, 655, 801]
role-label: துணை அமைப்பாளர்கள்:	[70, 2044, 214, 2057]
booth-entry	[775, 1030, 1114, 1062]
booth-number: பாகம் – 229 :	[70, 1529, 141, 1542]
role-label: அமைப்பாளர்:	[70, 1883, 144, 1897]
panchayat-banner: கெஜல்நாயக்கன்பட்டி ஊராட்சி	[1195, 1539, 1400, 1566]
organiser-entry	[70, 967, 409, 1033]
booth-number: பாகம் – 221 :	[775, 1758, 846, 1771]
booth-organiser-heading: பாக அமைப்பாளர்:	[189, 662, 289, 675]
branch-heading: கருப்பனூர் கிளை – 4	[1234, 185, 1360, 201]
organiser-entry	[422, 848, 762, 897]
branch-heading: புதூர் கிளை	[558, 1012, 626, 1028]
booth-organiser-details: ஜெ. கோகுல், 1/96, சுபமங்கலம், சி.கே. ஆசிரமம் திருப்பத்தூர்.	[857, 1031, 1108, 1060]
branch-heading: ஏரியூர் கிளை	[553, 1328, 630, 1344]
dateline: சென்னை 30.11.2025	[1279, 60, 1568, 91]
